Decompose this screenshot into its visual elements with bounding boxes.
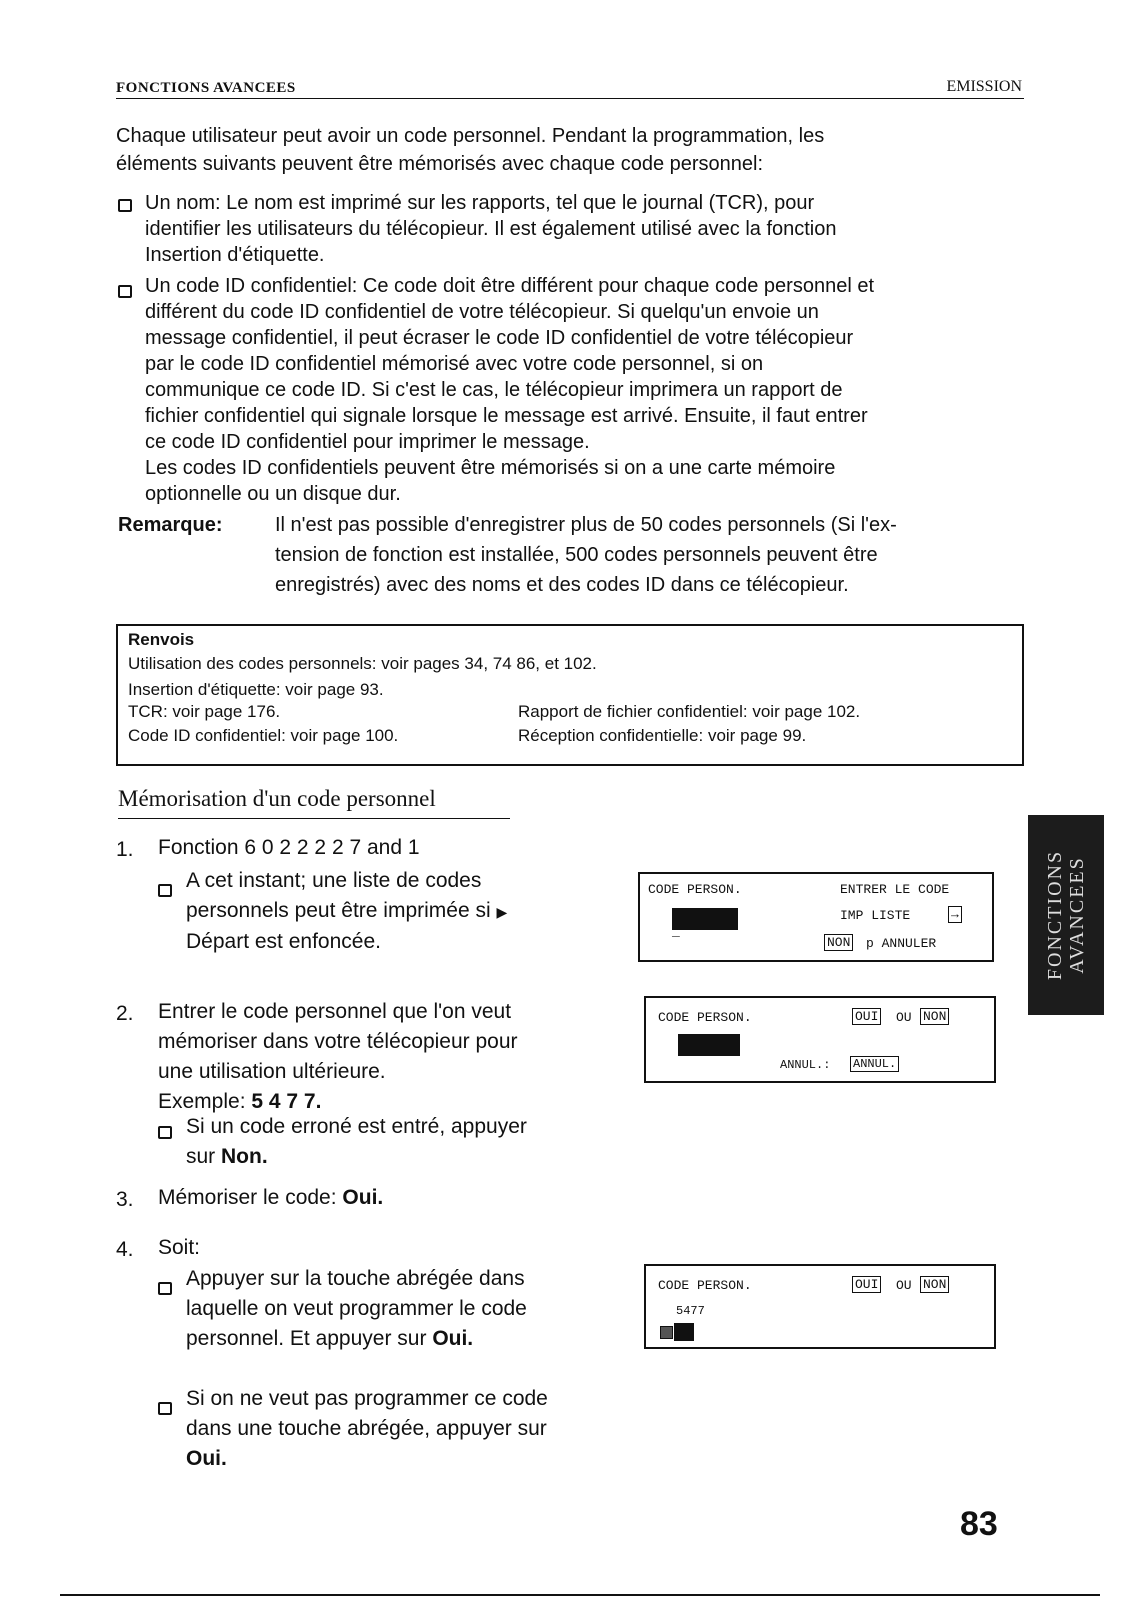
lcd-underscore: _ — [672, 924, 680, 939]
lcd-text: p ANNULER — [866, 936, 937, 951]
bullet-line: Un nom: Le nom est imprimé sur les rapports, tel que le journal (TCR), pour — [145, 192, 815, 214]
step-line: mémoriser dans votre télécopieur pour — [158, 1030, 518, 1053]
subitem-line: Oui. — [186, 1447, 227, 1470]
step-text: Soit: — [158, 1236, 201, 1259]
renvois-ref: Utilisation des codes personnels: voir pages 34, 74 86, et 102. — [128, 654, 597, 673]
subitem-line: Si on ne veut pas programmer ce code — [186, 1387, 548, 1410]
lcd-text: ANNUL.: — [780, 1058, 831, 1072]
bullet-box-icon — [118, 285, 132, 298]
lcd-key-oui: OUI — [852, 1008, 881, 1025]
renvois-title: Renvois — [128, 630, 195, 649]
renvois-ref: Rapport de fichier confidentiel: voir page 102. — [518, 702, 861, 721]
bullet-line: par le code ID confidentiel mémorisé avec votre code personnel, si on — [145, 353, 764, 375]
section-title: Mémorisation d'un code personnel — [118, 786, 436, 811]
footer-rule — [60, 1594, 1100, 1596]
renvois-box — [116, 624, 1024, 766]
remarque-label: Remarque: — [118, 514, 223, 536]
section-title-rule — [118, 818, 510, 819]
intro-paragraph — [116, 122, 824, 178]
bullet-name — [145, 190, 837, 268]
bullet-confidential-id — [145, 273, 874, 507]
remarque-line: enregistrés) avec des noms et des codes ID dans ce télécopieur. — [275, 574, 849, 596]
step-number: 3. — [116, 1188, 134, 1211]
bullet-line: optionnelle ou un disque dur. — [145, 483, 401, 505]
remarque-line: tension de fonction est installée, 500 codes personnels peuvent être — [275, 544, 878, 566]
step-text — [158, 997, 518, 1117]
bullet-line: ce code ID confidentiel pour imprimer le message. — [145, 431, 590, 453]
subitem-line: Si un code erroné est entré, appuyer — [186, 1115, 527, 1138]
bullet-box-icon — [158, 1402, 172, 1415]
lcd-key-annul: ANNUL. — [850, 1056, 899, 1072]
renvois-ref: Réception confidentielle: voir page 99. — [518, 726, 807, 745]
bullet-box-icon — [118, 199, 132, 212]
subitem-line: personnels peut être imprimée si ▶ — [186, 899, 508, 922]
subitem-line: A cet instant; une liste de codes — [186, 869, 482, 892]
running-header-right: EMISSION — [946, 78, 1022, 95]
step-line: une utilisation ultérieure. — [158, 1060, 386, 1083]
bullet-box-icon — [158, 884, 172, 897]
remarque-line: Il n'est pas possible d'enregistrer plus de 50 codes personnels (Si l'ex- — [275, 514, 897, 536]
bullet-box-icon — [158, 1282, 172, 1295]
subitem-line: personnel. Et appuyer sur Oui. — [186, 1327, 474, 1350]
subitem-line: dans une touche abrégée, appuyer sur — [186, 1417, 547, 1440]
step-text: Fonction 6 0 2 2 2 2 7 and 1 — [158, 836, 420, 859]
intro-line: Chaque utilisateur peut avoir un code personnel. Pendant la programmation, les — [116, 125, 825, 147]
lcd-key-non: NON — [920, 1008, 949, 1025]
step-text: Mémoriser le code: Oui. — [158, 1186, 384, 1209]
intro-line: éléments suivants peuvent être mémorisés avec chaque code personnel: — [116, 153, 764, 175]
lcd-text: IMP LISTE — [840, 908, 911, 923]
bullet-line: Un code ID confidentiel: Ce code doit être différent pour chaque code personnel et — [145, 275, 874, 297]
step-line: Entrer le code personnel que l'on veut — [158, 1000, 512, 1023]
lcd-text: ENTRER LE CODE — [840, 882, 950, 897]
step-subitem — [186, 1112, 527, 1172]
subitem-line: laquelle on veut programmer le code — [186, 1297, 527, 1320]
lcd-text: CODE PERSON. — [658, 1278, 752, 1293]
lcd-display-3 — [644, 1264, 996, 1349]
subitem-line: Départ est enfoncée. — [186, 930, 381, 953]
lcd-text: CODE PERSON. — [648, 882, 742, 897]
renvois-ref: Insertion d'étiquette: voir page 93. — [128, 680, 384, 699]
lcd-text: 5477 — [676, 1304, 705, 1318]
lcd-text: OU — [896, 1010, 912, 1025]
step-subitem — [186, 1384, 548, 1474]
lcd-key-non: NON — [920, 1276, 949, 1293]
page-number: 83 — [960, 1505, 998, 1543]
lcd-cursor-block — [672, 908, 738, 930]
header-rule — [116, 98, 1024, 99]
lcd-text: CODE PERSON. — [658, 1010, 752, 1025]
lcd-cursor-block — [678, 1034, 740, 1056]
subitem-line: sur Non. — [186, 1145, 268, 1168]
step-example: Exemple: 5 4 7 7. — [158, 1090, 322, 1113]
tab-line: AVANCEES — [1066, 856, 1088, 974]
lcd-cursor-block — [674, 1323, 694, 1341]
step-number: 2. — [116, 1002, 134, 1025]
lcd-key: NON — [824, 934, 853, 951]
bullet-line: message confidentiel, il peut écraser le code ID confidentiel de votre télécopieur — [145, 327, 854, 349]
step-number: 4. — [116, 1238, 134, 1261]
step-number: 1. — [116, 838, 134, 861]
lcd-small-block-icon — [660, 1326, 673, 1339]
bullet-line: fichier confidentiel qui signale lorsque le message est arrivé. Ensuite, il faut entrer — [145, 405, 868, 427]
remarque-text — [275, 510, 897, 600]
bullet-line: communique ce code ID. Si c'est le cas, le télécopieur imprimera un rapport de — [145, 379, 843, 401]
bullet-line: Insertion d'étiquette. — [145, 244, 325, 266]
renvois-ref: Code ID confidentiel: voir page 100. — [128, 726, 399, 745]
step-subitem — [186, 866, 507, 957]
subitem-line: Appuyer sur la touche abrégée dans — [186, 1267, 525, 1290]
lcd-text: OU — [896, 1278, 912, 1293]
start-triangle-icon: ▶ — [496, 904, 508, 920]
bullet-line: identifier les utilisateurs du télécopieur. Il est également utilisé avec la fonction — [145, 218, 837, 240]
lcd-display-1 — [638, 872, 994, 962]
section-thumb-tab — [1028, 815, 1104, 1015]
step-subitem — [186, 1264, 527, 1354]
lcd-display-2 — [644, 996, 996, 1083]
lcd-key-oui: OUI — [852, 1276, 881, 1293]
bullet-line: différent du code ID confidentiel de votre télécopieur. Si quelqu'un envoie un — [145, 301, 819, 323]
lcd-arrow-key: → — [948, 906, 962, 923]
renvois-ref: TCR: voir page 176. — [128, 702, 281, 721]
bullet-box-icon — [158, 1126, 172, 1139]
section-thumb-tab-label — [1028, 815, 1104, 1015]
tab-line: FONCTIONS — [1044, 849, 1066, 981]
bullet-line: Les codes ID confidentiels peuvent être mémorisés si on a une carte mémoire — [145, 457, 836, 479]
running-header-left: FONCTIONS AVANCEES — [116, 80, 296, 96]
